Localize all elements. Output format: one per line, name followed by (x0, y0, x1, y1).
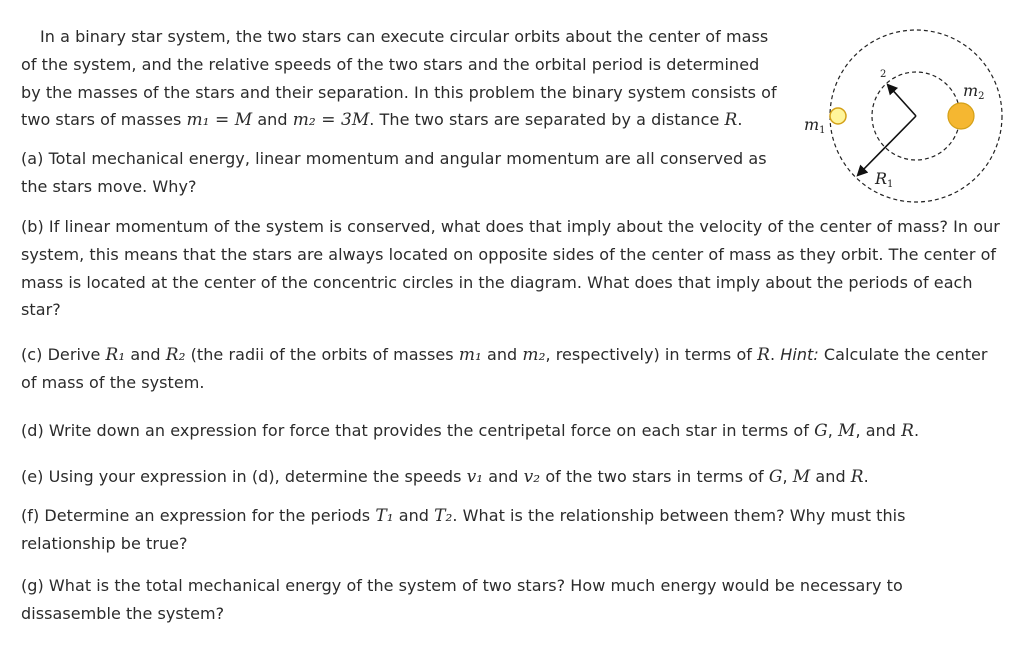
question-g-line-1: (g) What is the total mechanical energy of the system of two stars? How much energy would be necessary to (21, 576, 903, 595)
q-c-text-a: (c) Derive (21, 345, 106, 364)
symbol-R: R (901, 421, 914, 441)
q-e-sep: , (782, 467, 793, 486)
q-c-text-g: Calculate the center (818, 345, 988, 364)
question-f-line-1 (21, 506, 906, 526)
radius-r2-arrow (888, 85, 916, 116)
star-m2 (948, 103, 974, 129)
intro-line-3: by the masses of the stars and their separation. In this problem the binary system consists of (21, 83, 777, 102)
symbol-R: R (724, 110, 738, 130)
intro-line-4 (21, 110, 742, 130)
q-e-and: and (483, 467, 524, 486)
question-a-line-1: (a) Total mechanical energy, linear momentum and angular momentum are all conserved as (21, 149, 767, 168)
q-d-and: , and (855, 421, 902, 440)
question-c-line-2: of mass of the system. (21, 373, 205, 392)
question-b-line-4: star? (21, 300, 61, 319)
q-d-text-a: (d) Write down an expression for force that provides the centripetal force on each star in terms of (21, 421, 815, 440)
label-m2: m2 (963, 81, 985, 102)
label-R2: 2 (880, 69, 887, 80)
q-f-and: and (393, 506, 435, 525)
symbol-M: M (792, 467, 811, 487)
intro-period: . (737, 110, 743, 129)
intro-line-2: of the system, and the relative speeds of the two stars and the orbital period is determined (21, 55, 760, 74)
eq-m1: m₁ = M (186, 110, 253, 130)
label-m1: m1 (804, 115, 826, 136)
symbol-T2: T₂ (434, 506, 453, 526)
symbol-R: R (850, 467, 864, 487)
q-e-end: . (863, 467, 869, 486)
intro-text-a: two stars of masses (21, 110, 187, 129)
intro-text-c: . The two stars are separated by a distance (369, 110, 725, 129)
intro-line-1: In a binary star system, the two stars can execute circular orbits about the center of mass (40, 27, 769, 46)
q-e-and2: and (810, 467, 851, 486)
symbol-G: G (768, 467, 783, 487)
question-d-line-1 (21, 421, 919, 441)
star-m1 (830, 108, 846, 124)
symbol-R1: R₁ (105, 345, 126, 365)
q-e-text-b: of the two stars in terms of (540, 467, 769, 486)
symbol-G: G (814, 421, 828, 441)
q-f-text-a: (f) Determine an expression for the periods (21, 506, 376, 525)
q-f-text-b: . What is the relationship between them? Why must this (452, 506, 906, 525)
question-b-line-1: (b) If linear momentum of the system is conserved, what does that imply about the velocity of the center of mass? In our (21, 217, 1000, 236)
question-b-line-2: system, this means that the stars are always located on opposite sides of the center of mass as they orbit. The center of (21, 245, 997, 264)
q-c-text-e: , respectively) in terms of (545, 345, 758, 364)
q-c-text-b: and (125, 345, 166, 364)
question-c-line-1 (21, 345, 988, 365)
symbol-v2: v₂ (523, 467, 541, 487)
binary-star-diagram (798, 22, 1018, 207)
hint-label: Hint: (780, 345, 819, 364)
q-c-text-f: . (769, 345, 781, 364)
symbol-v1: v₁ (466, 467, 484, 487)
symbol-m2: m₂ (522, 345, 546, 365)
symbol-m1: m₁ (458, 345, 482, 365)
intro-text-b: and (252, 110, 293, 129)
eq-m2: m₂ = 3M (292, 110, 370, 130)
question-a-line-2: the stars move. Why? (21, 177, 197, 196)
q-c-text-c: (the radii of the orbits of masses (185, 345, 459, 364)
question-g-line-2: dissasemble the system? (21, 604, 225, 623)
q-c-text-d: and (481, 345, 523, 364)
symbol-R2: R₂ (165, 345, 186, 365)
symbol-M: M (837, 421, 856, 441)
symbol-R: R (757, 345, 770, 365)
q-d-end: . (913, 421, 920, 440)
symbol-T1: T₁ (375, 506, 394, 526)
question-f-line-2: relationship be true? (21, 534, 188, 553)
q-e-text-a: (e) Using your expression in (d), determine the speeds (21, 467, 467, 486)
question-b-line-3: mass is located at the center of the concentric circles in the diagram. What does that imply about the periods of each (21, 273, 973, 292)
radius-r1-arrow (858, 116, 916, 175)
question-e-line-1 (21, 467, 869, 487)
q-d-sep: , (827, 421, 838, 440)
label-R1: R1 (875, 169, 894, 190)
